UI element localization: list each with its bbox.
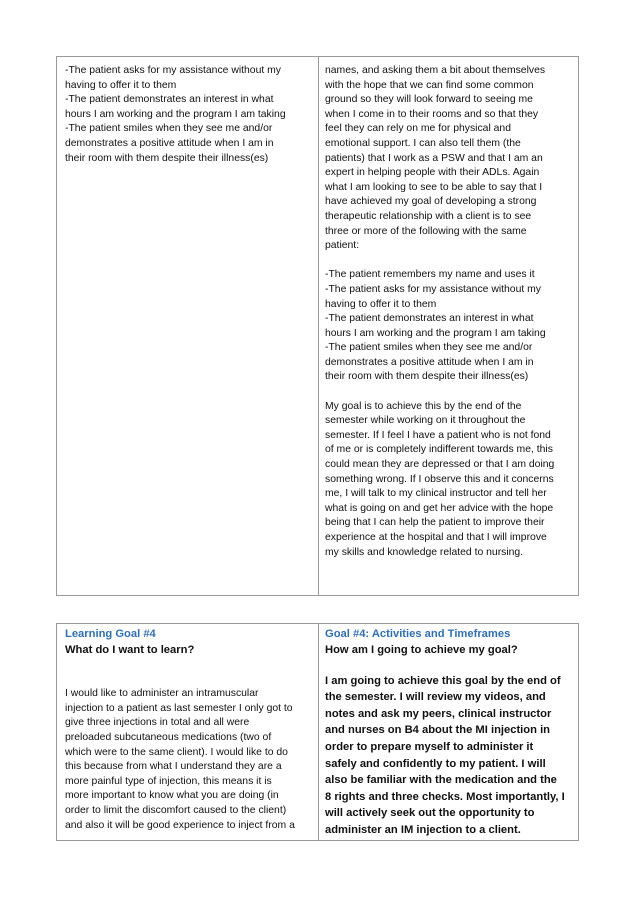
paragraph bbox=[325, 64, 572, 254]
text-line: my skills and knowledge related to nursing. bbox=[325, 546, 524, 558]
text-line: notes and ask my peers, clinical instructor bbox=[325, 707, 552, 720]
activities-body bbox=[325, 673, 572, 839]
activities-title: Goal #4: Activities and Timeframes bbox=[325, 628, 511, 640]
text-line: three or more of the following with the same bbox=[325, 225, 527, 237]
text-line: emotional support. I can also tell them (the bbox=[325, 137, 521, 149]
text-line: and also it will be good experience to inject from a bbox=[65, 819, 295, 831]
learning-goal-4-table bbox=[56, 623, 579, 841]
text-line: semester while working on it throughout the bbox=[325, 415, 526, 427]
text-line: feel they can rely on me for physical and bbox=[325, 123, 511, 135]
text-line: 8 rights and three checks. Most importantly, I bbox=[325, 790, 565, 803]
text-line: demonstrates a positive attitude when I am in bbox=[325, 356, 534, 368]
text-line: what is going on and get her advice with the hope bbox=[325, 502, 554, 514]
activities-question: How am I going to achieve my goal? bbox=[325, 644, 518, 656]
text-line: having to offer it to them bbox=[65, 79, 177, 91]
text-line: administer an IM injection to a client. bbox=[325, 823, 521, 836]
text-line: the semester. I will review my videos, and bbox=[325, 691, 546, 704]
text-line: me, I will talk to my clinical instructor and tell her bbox=[325, 488, 547, 500]
paragraph bbox=[325, 400, 572, 561]
text-line: order to limit the discomfort caused to the client) bbox=[65, 804, 287, 816]
text-line: semester. If I feel I have a patient who is not fond bbox=[325, 429, 551, 441]
text-line: could mean they are depressed or that I am doing bbox=[325, 459, 555, 471]
text-line: demonstrates a positive attitude when I am in bbox=[65, 137, 274, 149]
text-line: something wrong. If I observe this and it concerns bbox=[325, 473, 554, 485]
learning-goal-cell bbox=[57, 624, 319, 840]
paragraph-gap bbox=[65, 673, 312, 688]
text-line: have achieved my goal of developing a strong bbox=[325, 196, 537, 208]
text-line: being that I can help the patient to improve their bbox=[325, 517, 545, 529]
text-line: -The patient asks for my assistance without my bbox=[325, 283, 541, 295]
text-line: I would like to administer an intramuscular bbox=[65, 688, 259, 700]
text-line: hours I am working and the program I am taking bbox=[65, 108, 286, 120]
text-line: -The patient smiles when they see me and/or bbox=[65, 123, 273, 135]
text-line: preloaded subcutaneous medications (two of bbox=[65, 731, 272, 743]
paragraph bbox=[325, 268, 572, 385]
text-line: when I come in to their rooms and so that they bbox=[325, 108, 539, 120]
text-line: will actively seek out the opportunity to bbox=[325, 807, 535, 820]
text-line: more important to know what you are doing (in bbox=[65, 790, 279, 802]
text-line: this because from what I understand they are a bbox=[65, 761, 282, 773]
text-line: names, and asking them a bit about themselves bbox=[325, 65, 546, 76]
table1-right-cell bbox=[319, 57, 578, 595]
text-line: give three injections in total and all were bbox=[65, 717, 250, 729]
text-line: expert in helping people with their ADLs. Again bbox=[325, 167, 540, 179]
text-line: My goal is to achieve this by the end of the bbox=[325, 400, 522, 412]
text-line: more painful type of injection, this means it is bbox=[65, 775, 272, 787]
text-line: of me or is completely indifferent towards me, this bbox=[325, 444, 553, 456]
learning-goal-title: Learning Goal #4 bbox=[65, 628, 156, 640]
text-line: with the hope that we can find some common bbox=[325, 79, 534, 91]
learning-goal-question: What do I want to learn? bbox=[65, 644, 195, 656]
text-line: -The patient demonstrates an interest in what bbox=[65, 94, 274, 106]
text-line: what I am looking to see to be able to say that I bbox=[325, 181, 543, 193]
text-line: their room with them despite their illness(es) bbox=[325, 371, 529, 383]
paragraph-gap bbox=[65, 658, 312, 673]
text-line: order to prepare myself to administer it bbox=[325, 740, 534, 753]
text-line: which were to the same client). I would like to do bbox=[65, 746, 288, 758]
text-line: safely and confidently to my patient. I will bbox=[325, 757, 546, 770]
text-line: experience at the hospital and that I will improve bbox=[325, 532, 547, 543]
text-line: -The patient demonstrates an interest in what bbox=[325, 313, 534, 325]
table-continued bbox=[56, 56, 579, 596]
paragraph-gap bbox=[325, 385, 572, 400]
activities-timeframes-cell bbox=[319, 624, 578, 840]
paragraph-gap bbox=[325, 254, 572, 269]
text-line: -The patient smiles when they see me and/or bbox=[325, 342, 533, 354]
text-line: their room with them despite their illness(es) bbox=[65, 152, 269, 164]
text-line: and nurses on B4 about the MI injection in bbox=[325, 724, 551, 737]
text-line: injection to a patient as last semester I only got to bbox=[65, 702, 293, 714]
text-line: I am going to achieve this goal by the end of bbox=[325, 674, 561, 687]
paragraph-gap bbox=[325, 658, 572, 673]
text-line: also be familiar with the medication and the bbox=[325, 774, 557, 787]
text-line: therapeutic relationship with a client is to see bbox=[325, 210, 532, 222]
text-line: ground so they will look forward to seeing me bbox=[325, 94, 533, 106]
text-line: patients) that I work as a PSW and that I am an bbox=[325, 152, 543, 164]
text-line: -The patient asks for my assistance without my bbox=[65, 65, 281, 76]
text-line: -The patient remembers my name and uses it bbox=[325, 269, 535, 281]
text-line: hours I am working and the program I am taking bbox=[325, 327, 546, 339]
text-line: having to offer it to them bbox=[325, 298, 437, 310]
text-line: patient: bbox=[325, 240, 360, 252]
table1-left-cell bbox=[57, 57, 319, 595]
